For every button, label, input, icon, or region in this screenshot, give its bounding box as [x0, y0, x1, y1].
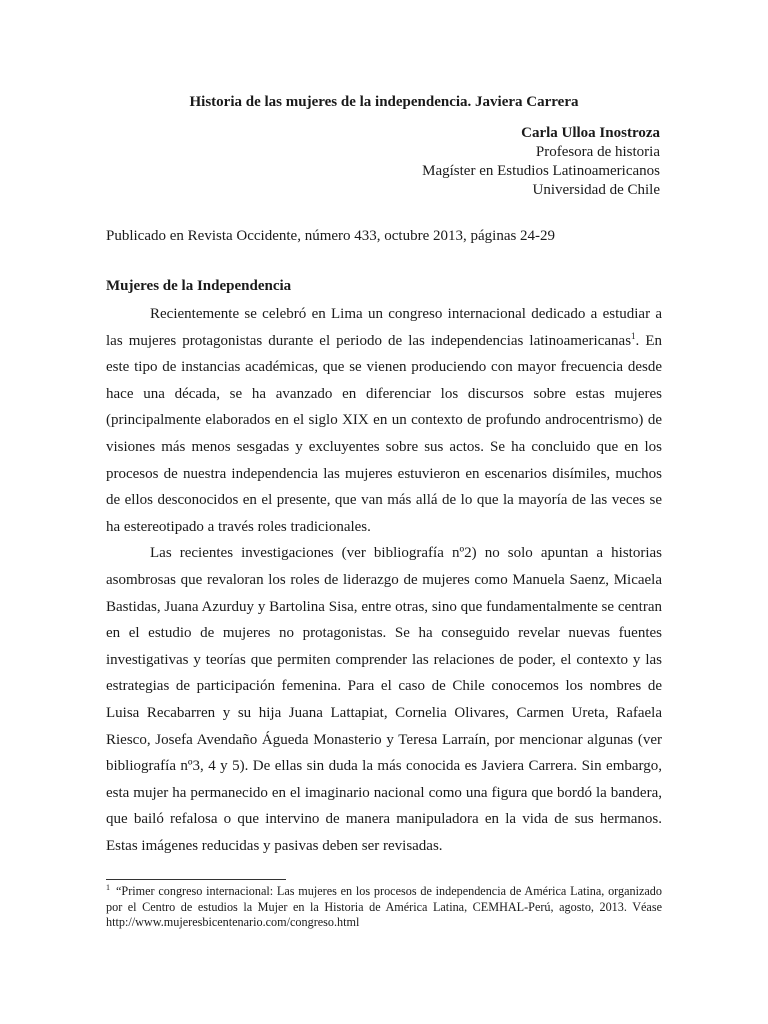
section-heading: Mujeres de la Independencia	[106, 278, 292, 294]
footnote	[106, 884, 662, 931]
paragraph-1	[106, 301, 662, 540]
paragraph-1-text-continued: . En este tipo de instancias académicas, que se vienen produciendo con mayor frecuencia desde hace una década, se ha avanzado en diferenciar los discursos sobre estas mujeres (principalmente elaborados en el siglo XIX en un contexto de profundo androcentrismo) de visiones más menos sesgadas y excluyentes sobre sus actos. Se ha concluido que en los procesos de nuestra independencia las mujeres estuvieron en escenarios disímiles, muchos de ellos desconocidos en el presente, que van más allá de lo que la mayoría de las veces se ha estereotipado a través roles tradicionales.	[106, 332, 663, 535]
author-block	[422, 124, 660, 200]
author-affiliation-university: Universidad de Chile	[532, 182, 660, 198]
author-affiliation-degree: Magíster en Estudios Latinoamericanos	[422, 163, 660, 179]
document-title: Historia de las mujeres de la independencia. Javiera Carrera	[189, 94, 579, 110]
publication-info: Publicado en Revista Occidente, número 433, octubre 2013, páginas 24-29	[106, 228, 556, 244]
footnote-reference[interactable]: 1	[631, 330, 636, 341]
footnote-divider	[106, 879, 286, 880]
footnote-mark: 1	[106, 882, 110, 892]
paragraph-1-text: Recientemente se celebró en Lima un congreso internacional dedicado a estudiar a las mujeres protagonistas durante el periodo de las independencias latinoamericanas	[106, 306, 662, 349]
paragraph-2: Las recientes investigaciones (ver bibliografía nº2) no solo apuntan a historias asombrosas que revaloran los roles de liderazgo de mujeres como Manuela Saenz, Micaela Bastidas, Juana Azurduy y Bartolina Sisa, entre otras, sino que fundamentalmente se centran en el estudio de mujeres no protagonistas. Se ha conseguido revelar nuevas fuentes investigativas y teorías que permiten comprender las relaciones de poder, el contexto y las estrategias de participación femenina. Para el caso de Chile conocemos los nombres de Luisa Recabarren y su hija Juana Lattapiat, Cornelia Olivares, Carmen Ureta, Rafaela Riesco, Josefa Avendaño Águeda Monasterio y Teresa Larraín, por mencionar algunas (ver bibliografía nº3, 4 y 5). De ellas sin duda la más conocida es Javiera Carrera. Sin embargo, esta mujer ha permanecido en el imaginario nacional como una figura que bordó la bandera, que bailó refalosa o que intervino de manera manipuladora en la vida de sus hermanos. Estas imágenes reducidas y pasivas deben ser revisadas.	[106, 545, 662, 854]
footnote-text: “Primer congreso internacional: Las mujeres en los procesos de independencia de América Latina, organizado por el Centro de estudios la Mujer en la Historia de América Latina, CEMHAL-Perú, agosto, 2013. Véase http://www.mujeresbicentenario.com/congreso.html	[106, 884, 662, 929]
body-text	[106, 301, 662, 859]
author-name: Carla Ulloa Inostroza	[521, 125, 660, 141]
author-affiliation-role: Profesora de historia	[535, 144, 660, 160]
